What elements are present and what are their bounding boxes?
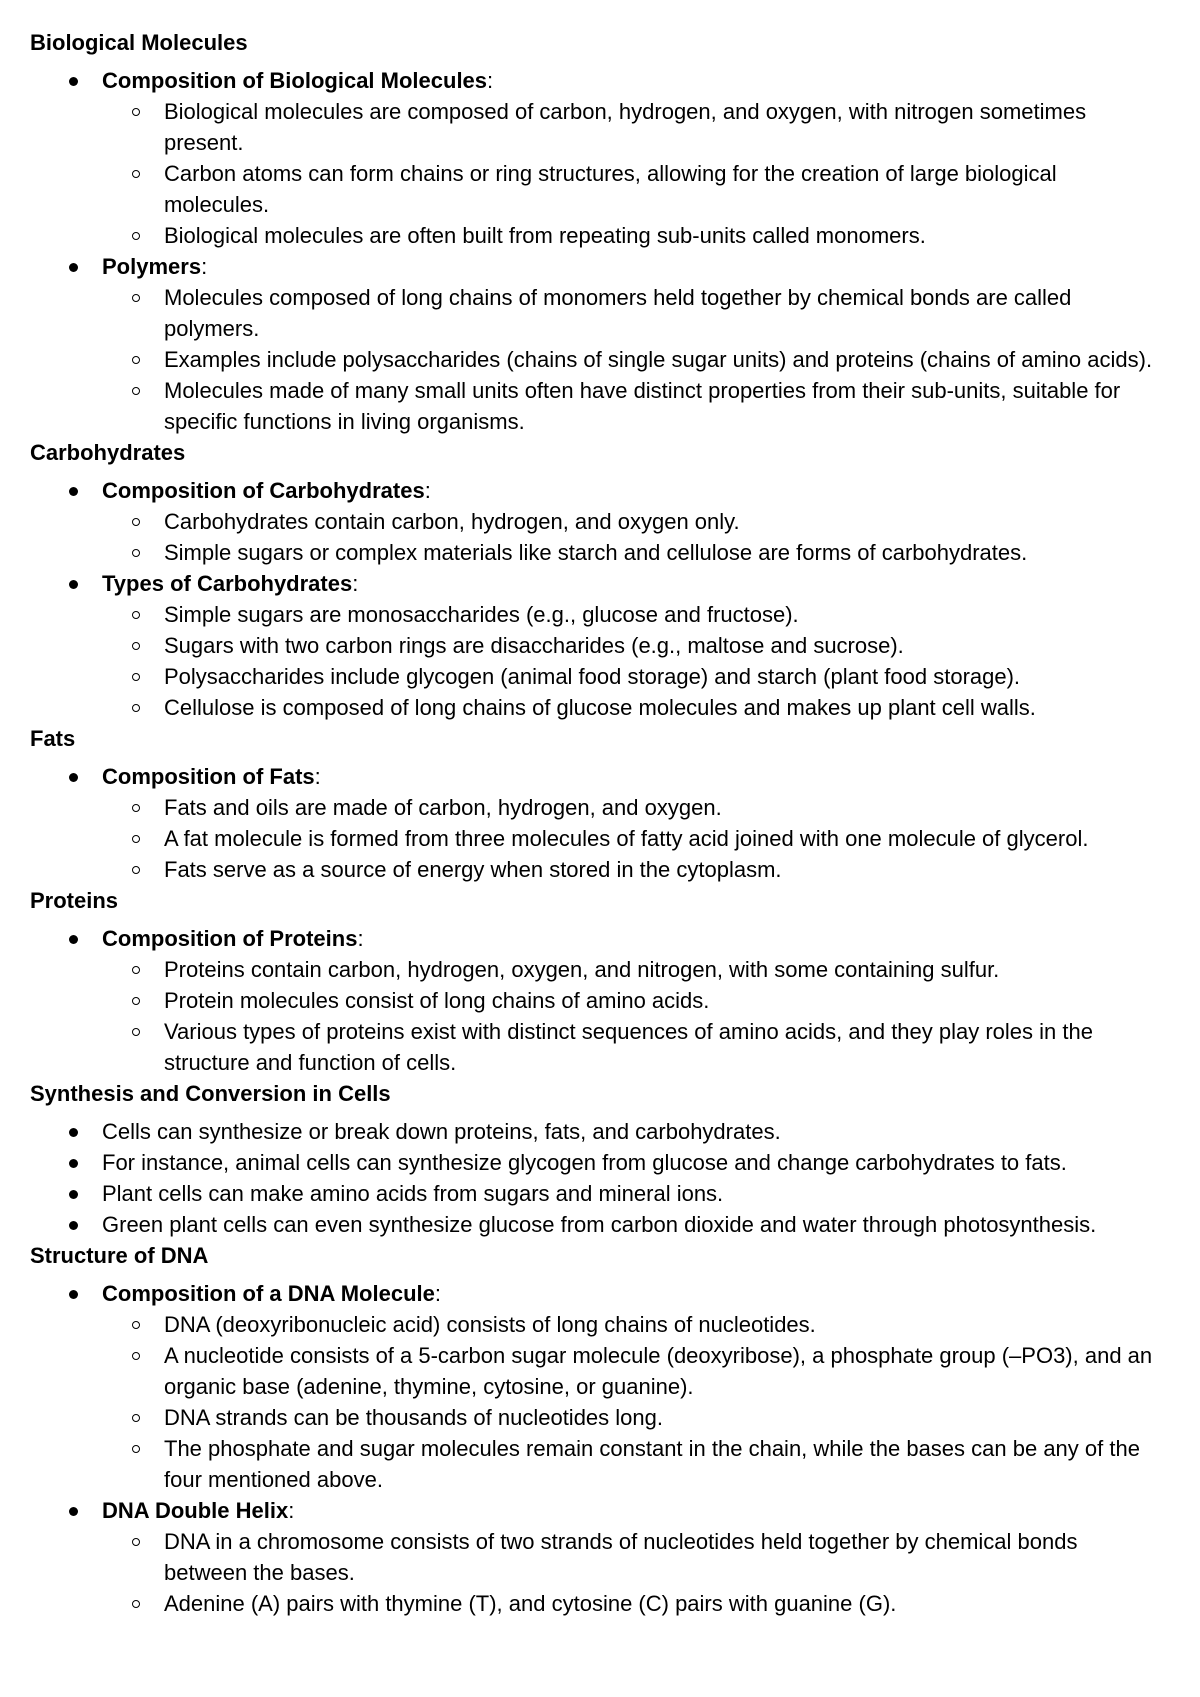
section-title: Biological Molecules <box>30 30 248 55</box>
section-title: Fats <box>30 726 76 751</box>
list-item <box>30 65 1170 251</box>
circle-bullet-icon <box>132 997 140 1005</box>
list-item <box>30 1278 1170 1495</box>
sub-item-text: Molecules composed of long chains of monomers held together by chemical bonds are called polymers. <box>164 285 1072 341</box>
item-heading-line <box>102 1278 1170 1309</box>
bullet-list <box>30 475 1170 723</box>
sub-list-item <box>98 1588 1166 1619</box>
circle-bullet-icon <box>132 611 140 619</box>
list-item <box>30 1209 1170 1240</box>
circle-bullet-icon <box>132 170 140 178</box>
sub-list <box>98 1526 1166 1619</box>
circle-bullet-icon <box>132 704 140 712</box>
heading-colon: : <box>352 571 359 596</box>
sub-list <box>98 599 1166 723</box>
sub-list <box>98 96 1166 251</box>
circle-bullet-icon <box>132 1028 140 1036</box>
sub-list <box>98 282 1166 437</box>
item-heading: Composition of Biological Molecules <box>102 68 488 93</box>
sub-item-text: Carbohydrates contain carbon, hydrogen, and oxygen only. <box>164 509 740 534</box>
sub-list-item <box>98 854 1166 885</box>
bullet-list <box>30 923 1170 1078</box>
item-heading-line <box>102 475 1170 506</box>
list-item <box>30 761 1170 885</box>
item-heading: Composition of Fats <box>102 764 315 789</box>
section <box>30 885 1170 1078</box>
bullet-icon <box>69 77 78 86</box>
sub-list-item <box>98 630 1166 661</box>
section-title: Carbohydrates <box>30 440 186 465</box>
section <box>30 723 1170 885</box>
heading-colon: : <box>357 926 364 951</box>
sub-list-item <box>98 1402 1166 1433</box>
list-item <box>30 1116 1170 1147</box>
circle-bullet-icon <box>132 866 140 874</box>
item-heading: Composition of Carbohydrates <box>102 478 425 503</box>
list-item <box>30 1147 1170 1178</box>
sub-list-item <box>98 823 1166 854</box>
circle-bullet-icon <box>132 804 140 812</box>
heading-colon: : <box>424 478 431 503</box>
bullet-icon <box>69 1507 78 1516</box>
bullet-icon <box>69 1128 78 1137</box>
sub-list-item <box>98 985 1166 1016</box>
item-heading: Composition of a DNA Molecule <box>102 1281 435 1306</box>
circle-bullet-icon <box>132 294 140 302</box>
bullet-icon <box>69 263 78 272</box>
sub-list-item <box>98 1433 1166 1495</box>
bullet-list <box>30 761 1170 885</box>
item-heading-line <box>102 1495 1170 1526</box>
item-heading-line <box>102 923 1170 954</box>
sub-list-item <box>98 375 1166 437</box>
circle-bullet-icon <box>132 966 140 974</box>
sub-item-text: Carbon atoms can form chains or ring structures, allowing for the creation of large biological molecules. <box>164 161 1057 217</box>
sub-list-item <box>98 1016 1166 1078</box>
list-item <box>30 475 1170 568</box>
section-title: Structure of DNA <box>30 1243 209 1268</box>
section <box>30 437 1170 723</box>
sub-list-item <box>98 344 1166 375</box>
section <box>30 27 1170 437</box>
sub-item-text: Biological molecules are often built from repeating sub-units called monomers. <box>164 223 926 248</box>
circle-bullet-icon <box>132 642 140 650</box>
sub-list <box>98 1309 1166 1495</box>
item-text: Green plant cells can even synthesize glucose from carbon dioxide and water through photosynthesis. <box>102 1212 1097 1237</box>
bullet-icon <box>69 1159 78 1168</box>
heading-colon: : <box>434 1281 441 1306</box>
sub-item-text: Sugars with two carbon rings are disaccharides (e.g., maltose and sucrose). <box>164 633 904 658</box>
sub-item-text: DNA (deoxyribonucleic acid) consists of long chains of nucleotides. <box>164 1312 816 1337</box>
circle-bullet-icon <box>132 1600 140 1608</box>
item-text: Plant cells can make amino acids from sugars and mineral ions. <box>102 1181 724 1206</box>
sub-item-text: Cellulose is composed of long chains of glucose molecules and makes up plant cell walls. <box>164 695 1036 720</box>
sub-item-text: Examples include polysaccharides (chains of single sugar units) and proteins (chains of amino acids). <box>164 347 1153 372</box>
circle-bullet-icon <box>132 673 140 681</box>
heading-colon: : <box>201 254 208 279</box>
item-heading-line <box>102 251 1170 282</box>
circle-bullet-icon <box>132 108 140 116</box>
circle-bullet-icon <box>132 835 140 843</box>
sub-item-text: Fats serve as a source of energy when stored in the cytoplasm. <box>164 857 782 882</box>
circle-bullet-icon <box>132 518 140 526</box>
sub-list-item <box>98 692 1166 723</box>
sub-item-text: DNA strands can be thousands of nucleotides long. <box>164 1405 663 1430</box>
sub-item-text: Various types of proteins exist with distinct sequences of amino acids, and they play roles in the structure and function of cells. <box>164 1019 1093 1075</box>
circle-bullet-icon <box>132 1414 140 1422</box>
bullet-icon <box>69 935 78 944</box>
bullet-list <box>30 65 1170 437</box>
list-item <box>30 923 1170 1078</box>
circle-bullet-icon <box>132 549 140 557</box>
bullet-icon <box>69 1290 78 1299</box>
section-title: Synthesis and Conversion in Cells <box>30 1081 391 1106</box>
sub-list-item <box>98 537 1166 568</box>
sub-item-text: Proteins contain carbon, hydrogen, oxygen, and nitrogen, with some containing sulfur. <box>164 957 1000 982</box>
bullet-list <box>30 1278 1170 1619</box>
sub-list <box>98 792 1166 885</box>
bullet-icon <box>69 487 78 496</box>
item-heading-line <box>102 568 1170 599</box>
bullet-list <box>30 1116 1170 1240</box>
heading-colon: : <box>288 1498 295 1523</box>
item-heading: Types of Carbohydrates <box>102 571 353 596</box>
sub-item-text: Polysaccharides include glycogen (animal food storage) and starch (plant food storage). <box>164 664 1021 689</box>
section <box>30 1240 1170 1619</box>
bullet-icon <box>69 580 78 589</box>
sub-list-item <box>98 1340 1166 1402</box>
item-heading: Composition of Proteins <box>102 926 358 951</box>
bullet-icon <box>69 1221 78 1230</box>
sub-list-item <box>98 1526 1166 1588</box>
sub-list-item <box>98 661 1166 692</box>
item-heading: DNA Double Helix <box>102 1498 289 1523</box>
sub-item-text: A nucleotide consists of a 5-carbon sugar molecule (deoxyribose), a phosphate group (–PO3), and an organic base (adenine, thymine, cytosine, or guanine). <box>164 1343 1153 1399</box>
bullet-icon <box>69 1190 78 1199</box>
sub-list <box>98 506 1166 568</box>
circle-bullet-icon <box>132 232 140 240</box>
sub-item-text: DNA in a chromosome consists of two strands of nucleotides held together by chemical bonds between the bases. <box>164 1529 1078 1585</box>
circle-bullet-icon <box>132 387 140 395</box>
list-item <box>30 568 1170 723</box>
section-title: Proteins <box>30 888 119 913</box>
circle-bullet-icon <box>132 1445 140 1453</box>
sub-list-item <box>98 1309 1166 1340</box>
section <box>30 1078 1170 1240</box>
item-text: Cells can synthesize or break down proteins, fats, and carbohydrates. <box>102 1119 781 1144</box>
item-heading: Polymers <box>102 254 202 279</box>
item-text: For instance, animal cells can synthesize glycogen from glucose and change carbohydrates to fats. <box>102 1150 1067 1175</box>
sub-list-item <box>98 954 1166 985</box>
sub-list-item <box>98 158 1166 220</box>
circle-bullet-icon <box>132 1538 140 1546</box>
circle-bullet-icon <box>132 1321 140 1329</box>
item-heading-line <box>102 65 1170 96</box>
item-heading-line <box>102 761 1170 792</box>
sub-item-text: Adenine (A) pairs with thymine (T), and cytosine (C) pairs with guanine (G). <box>164 1591 897 1616</box>
circle-bullet-icon <box>132 1352 140 1360</box>
sub-item-text: Protein molecules consist of long chains of amino acids. <box>164 988 710 1013</box>
sub-list-item <box>98 599 1166 630</box>
sub-item-text: Simple sugars or complex materials like starch and cellulose are forms of carbohydrates. <box>164 540 1028 565</box>
list-item <box>30 1178 1170 1209</box>
bullet-icon <box>69 773 78 782</box>
sub-list-item <box>98 220 1166 251</box>
sub-list <box>98 954 1166 1078</box>
list-item <box>30 1495 1170 1619</box>
heading-colon: : <box>487 68 494 93</box>
sub-item-text: The phosphate and sugar molecules remain constant in the chain, while the bases can be any of the four mentioned above. <box>164 1436 1140 1492</box>
sub-item-text: Simple sugars are monosaccharides (e.g., glucose and fructose). <box>164 602 799 627</box>
sub-list-item <box>98 282 1166 344</box>
sub-item-text: A fat molecule is formed from three molecules of fatty acid joined with one molecule of glycerol. <box>164 826 1089 851</box>
sub-list-item <box>98 96 1166 158</box>
heading-colon: : <box>314 764 321 789</box>
sub-list-item <box>98 792 1166 823</box>
sub-item-text: Molecules made of many small units often have distinct properties from their sub-units, suitable for specific functions in living organisms. <box>164 378 1121 434</box>
sub-item-text: Biological molecules are composed of carbon, hydrogen, and oxygen, with nitrogen sometimes present. <box>164 99 1087 155</box>
circle-bullet-icon <box>132 356 140 364</box>
sub-list-item <box>98 506 1166 537</box>
sub-item-text: Fats and oils are made of carbon, hydrogen, and oxygen. <box>164 795 722 820</box>
list-item <box>30 251 1170 437</box>
